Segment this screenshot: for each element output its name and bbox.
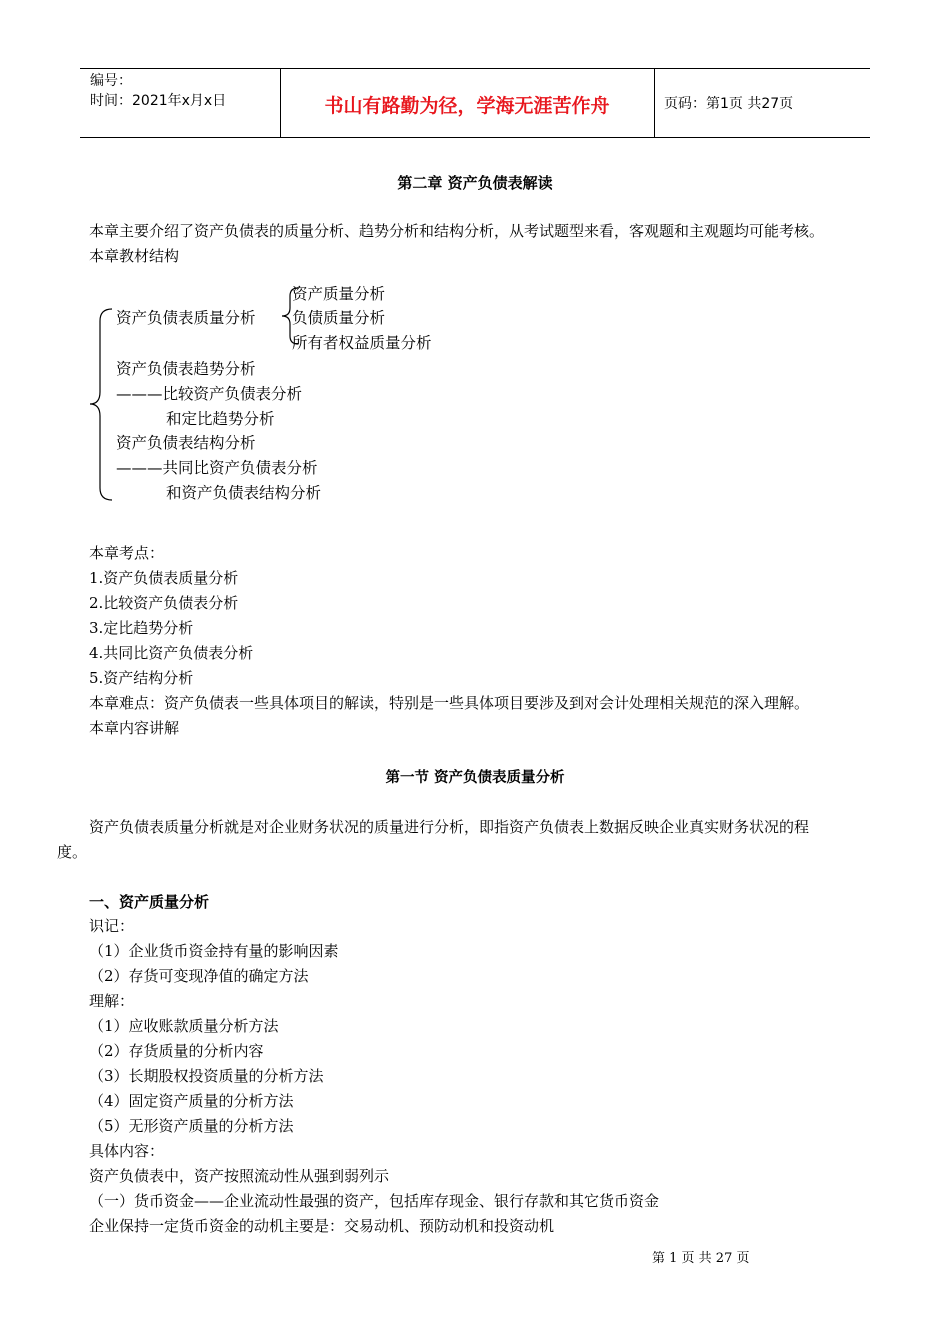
- number-label: 编号：: [90, 73, 132, 89]
- assets-order-text: 资产负债表中，资产按照流动性从强到弱列示: [89, 1167, 390, 1185]
- section-paragraph: 资产负债表质量分析就是对企业财务状况的质量进行分析，即指资产负债表上数据反映企业真实财务状况的程: [89, 818, 810, 836]
- page-footer: 第 1 页 共 27 页: [652, 1251, 750, 1266]
- diagram-structure-sub: ———共同比资产负债表分析: [116, 459, 318, 477]
- diagram-quality-item: 负债质量分析: [292, 309, 386, 327]
- diagram-quality-item: 所有者权益质量分析: [292, 334, 432, 352]
- remember-item: （1）企业货币资金持有量的影响因素: [89, 942, 339, 960]
- diagram-trend: 资产负债表趋势分析: [116, 360, 256, 378]
- motives-text: 企业保持一定货币资金的动机主要是：交易动机、预防动机和投资动机: [89, 1217, 555, 1235]
- key-point: 5.资产结构分析: [89, 669, 194, 687]
- monetary-funds-text: （一）货币资金——企业流动性最强的资产，包括库存现金、银行存款和其它货币资金: [89, 1192, 660, 1210]
- remember-item: （2）存货可变现净值的确定方法: [89, 967, 309, 985]
- section-title: 第一节 资产负债表质量分析: [385, 770, 565, 786]
- header-motto: 书山有路勤为径，学海无涯苦作舟: [324, 95, 610, 117]
- key-point: 1.资产负债表质量分析: [89, 569, 239, 587]
- intro-paragraph: 本章主要介绍了资产负债表的质量分析、趋势分析和结构分析，从考试题型来看，客观题和主观题均可能考核。: [89, 222, 825, 240]
- diagram-trend-sub: 和定比趋势分析: [166, 410, 275, 428]
- header-page-info: 页码：第1页 共27页: [664, 96, 794, 112]
- remember-label: 识记：: [89, 917, 135, 935]
- header-left: [90, 71, 226, 111]
- diagram-quality: 资产负债表质量分析: [116, 309, 256, 327]
- diagram-quality-item: 资产质量分析: [292, 285, 386, 303]
- understand-item: （4）固定资产质量的分析方法: [89, 1092, 294, 1110]
- page-header: [80, 68, 870, 138]
- chapter-structure-diagram: [86, 280, 486, 510]
- chapter-title: 第二章 资产负债表解读: [397, 174, 553, 192]
- key-points-label: 本章考点：: [89, 544, 165, 562]
- understand-item: （1）应收账款质量分析方法: [89, 1017, 279, 1035]
- section-paragraph-cont: 度。: [57, 843, 88, 861]
- diagram-structure: 资产负债表结构分析: [116, 434, 256, 452]
- content-label: 本章内容讲解: [89, 719, 180, 737]
- diagram-trend-sub: ———比较资产负债表分析: [116, 385, 303, 403]
- diagram-structure-sub: 和资产负债表结构分析: [166, 484, 322, 502]
- key-point: 3.定比趋势分析: [89, 619, 194, 637]
- understand-item: （3）长期股权投资质量的分析方法: [89, 1067, 324, 1085]
- key-point: 2.比较资产负债表分析: [89, 594, 239, 612]
- understand-label: 理解：: [89, 992, 135, 1010]
- understand-item: （2）存货质量的分析内容: [89, 1042, 264, 1060]
- content-detail-label: 具体内容：: [89, 1142, 165, 1160]
- structure-label: 本章教材结构: [89, 247, 180, 265]
- understand-item: （5）无形资产质量的分析方法: [89, 1117, 294, 1135]
- key-point: 4.共同比资产负债表分析: [89, 644, 254, 662]
- difficulty-paragraph: 本章难点：资产负债表一些具体项目的解读，特别是一些具体项目要涉及到对会计处理相关规范的深入理解。: [89, 694, 810, 712]
- time-label: 时间：2021年x月x日: [90, 93, 227, 109]
- subsection-title: 一、资产质量分析: [89, 893, 210, 911]
- header-divider: [654, 69, 655, 137]
